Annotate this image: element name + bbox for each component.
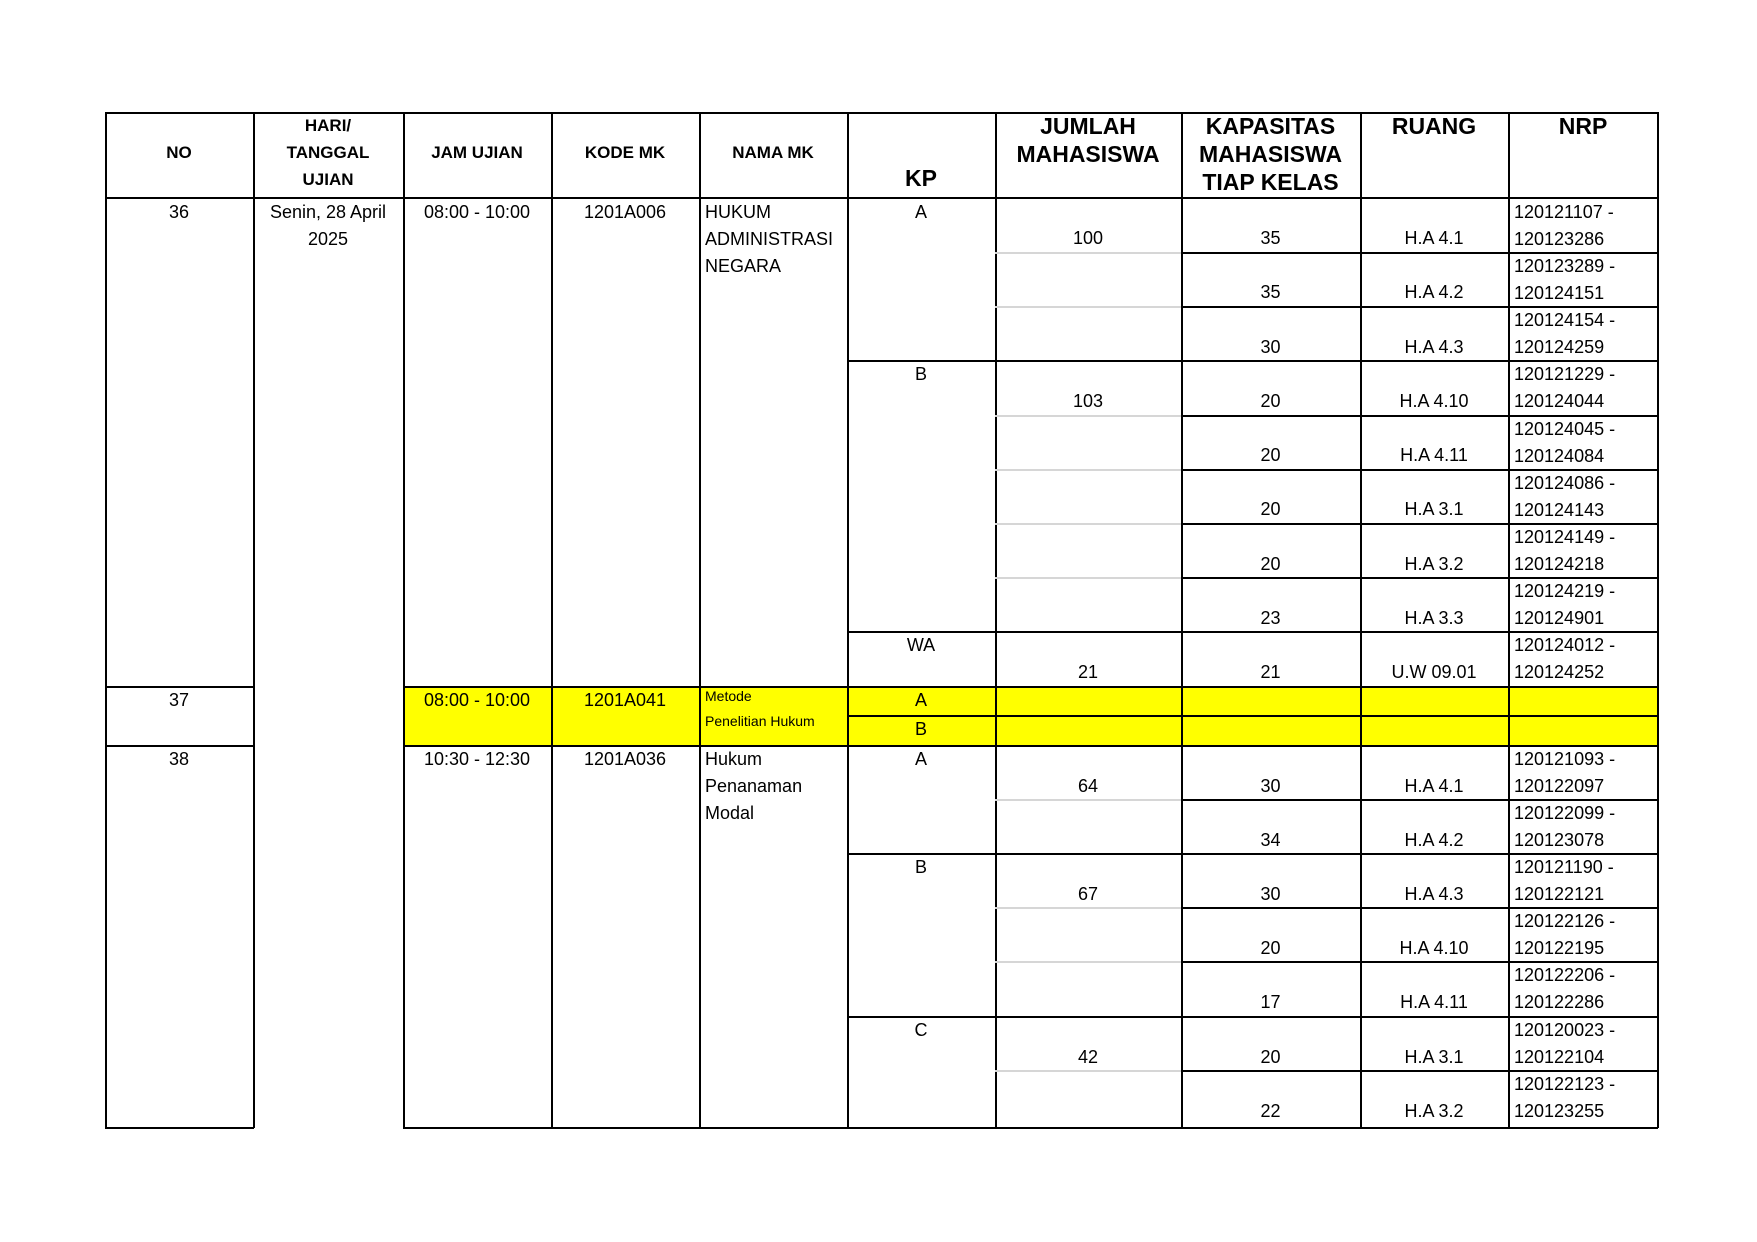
- exam-38-kp-c-jumlah: 42: [1077, 1047, 1099, 1067]
- exam-36-row-8-kap: 23: [1260, 608, 1281, 628]
- exam-day: Senin, 28 April 2025: [269, 202, 387, 249]
- header-jumlah-mahasiswa: JUMLAH MAHASISWA: [1016, 113, 1160, 167]
- exam-37-no: 37: [168, 690, 190, 710]
- exam-36-row-2-nrp: 120123289 - 120124151: [1514, 256, 1616, 303]
- header-nrp: NRP: [1558, 113, 1608, 139]
- header-jam-ujian: JAM UJIAN: [431, 143, 523, 162]
- grid-sep-37-38-rest: [403, 745, 1658, 747]
- grid-v-jumlah: [1181, 112, 1183, 1128]
- exam-37-kp-a: A: [914, 690, 927, 710]
- exam-38-kp-b-jumlah: 67: [1077, 884, 1099, 904]
- grid-v-right: [1657, 112, 1659, 1128]
- exam-36-row-4-kap: 20: [1260, 391, 1281, 411]
- grid-v-ruang: [1508, 112, 1510, 1128]
- exam-36-row-6-nrp: 120124086 - 120124143: [1514, 473, 1616, 520]
- exam-36-row-6-ruang: H.A 3.1: [1404, 499, 1464, 519]
- grid-36-r6-faint: [995, 523, 1181, 525]
- exam-36-row-1-ruang: H.A 4.1: [1404, 228, 1464, 248]
- exam-38-kode: 1201A036: [583, 749, 667, 769]
- exam-36-kp-b-jumlah: 103: [1072, 391, 1104, 411]
- exam-37-kp-b: B: [914, 719, 927, 739]
- exam-36-row-3-nrp: 120124154 - 120124259: [1514, 310, 1616, 357]
- grid-36-kp-bwa: [847, 631, 1658, 633]
- header-ruang: RUANG: [1391, 113, 1477, 139]
- grid-header-bottom: [105, 197, 1658, 199]
- grid-v-kapasitas: [1360, 112, 1362, 1128]
- exam-36-row-4-ruang: H.A 4.10: [1399, 391, 1469, 411]
- exam-36-row-7-nrp: 120124149 - 120124218: [1514, 527, 1616, 574]
- grid-36-r7-faint: [995, 577, 1181, 579]
- exam-36-row-3-ruang: H.A 4.3: [1404, 337, 1464, 357]
- exam-36-kp-wa: WA: [906, 635, 936, 655]
- exam-36-row-9-kap: 21: [1260, 662, 1281, 682]
- exam-38-kp-a-jumlah: 64: [1077, 776, 1099, 796]
- header-hari-tanggal: HARI/ TANGGAL UJIAN: [286, 116, 370, 189]
- exam-36-row-7-ruang: H.A 3.2: [1404, 554, 1464, 574]
- exam-36-row-4-nrp: 120121229 - 120124044: [1514, 364, 1616, 411]
- exam-38-row-7-nrp: 120122123 - 120123255: [1514, 1074, 1616, 1121]
- grid-37-kp-split: [847, 715, 1658, 717]
- exam-38-kp-a: A: [914, 749, 927, 769]
- exam-38-row-4-nrp: 120122126 - 120122195: [1514, 911, 1616, 958]
- exam-36-kp-wa-jumlah: 21: [1077, 662, 1099, 682]
- header-nama-mk: NAMA MK: [732, 143, 814, 162]
- grid-36-r2: [1181, 306, 1658, 308]
- exam-38-no: 38: [168, 749, 190, 769]
- exam-36-kode: 1201A006: [583, 202, 667, 222]
- header-kode-mk: KODE MK: [584, 143, 666, 162]
- exam-38-row-3-kap: 30: [1260, 884, 1281, 904]
- grid-38-kp-ab: [847, 853, 1658, 855]
- grid-38-kp-bc: [847, 1016, 1658, 1018]
- exam-38-row-5-ruang: H.A 4.11: [1400, 992, 1468, 1012]
- exam-38-row-6-kap: 20: [1260, 1047, 1281, 1067]
- exam-38-row-4-kap: 20: [1260, 938, 1281, 958]
- exam-36-kp-a: A: [914, 202, 927, 222]
- header-no: NO: [166, 143, 192, 162]
- grid-36-r7: [1181, 577, 1658, 579]
- grid-sep-36-37-rest: [403, 686, 1658, 688]
- exam-36-row-8-ruang: H.A 3.3: [1404, 608, 1464, 628]
- exam-38-nama: Hukum Penanaman Modal: [705, 749, 803, 823]
- header-kapasitas: KAPASITAS MAHASISWA TIAP KELAS: [1198, 113, 1343, 195]
- exam-38-row-2-ruang: H.A 4.2: [1404, 830, 1464, 850]
- exam-38-row-3-ruang: H.A 4.3: [1404, 884, 1464, 904]
- exam-36-jam: 08:00 - 10:00: [423, 202, 531, 222]
- header-kp: KP: [905, 165, 937, 191]
- exam-36-row-5-ruang: H.A 4.11: [1400, 445, 1468, 465]
- grid-v-left: [105, 112, 107, 1128]
- grid-38-r6: [1181, 1070, 1658, 1072]
- grid-sep-37-38-no: [105, 745, 254, 747]
- grid-v-no: [253, 112, 255, 1128]
- grid-36-r1-faint: [995, 252, 1181, 254]
- exam-38-row-5-nrp: 120122206 - 120122286: [1514, 965, 1616, 1012]
- exam-37-kode: 1201A041: [583, 690, 667, 710]
- exam-38-row-1-kap: 30: [1260, 776, 1281, 796]
- grid-36-r5-faint: [995, 469, 1181, 471]
- grid-38-r4-faint: [995, 961, 1181, 963]
- exam-36-row-1-kap: 35: [1260, 228, 1281, 248]
- grid-sep-36-37-no: [105, 686, 254, 688]
- exam-37-jam: 08:00 - 10:00: [423, 690, 531, 710]
- exam-36-row-1-nrp: 120121107 - 120123286: [1514, 202, 1614, 249]
- exam-36-row-5-kap: 20: [1260, 445, 1281, 465]
- exam-38-row-5-kap: 17: [1260, 992, 1281, 1012]
- exam-36-row-9-nrp: 120124012 - 120124252: [1514, 635, 1616, 682]
- grid-36-r6: [1181, 523, 1658, 525]
- exam-38-row-7-ruang: H.A 3.2: [1404, 1101, 1464, 1121]
- exam-38-jam: 10:30 - 12:30: [423, 749, 531, 769]
- exam-37-nama: Metode Penelitian Hukum: [705, 688, 815, 729]
- grid-38-r3-faint: [995, 907, 1181, 909]
- exam-38-row-2-kap: 34: [1260, 830, 1281, 850]
- exam-38-row-3-nrp: 120121190 - 120122121: [1514, 857, 1614, 904]
- grid-36-r4: [1181, 415, 1658, 417]
- exam-38-row-6-nrp: 120120023 - 120122104: [1514, 1020, 1616, 1067]
- grid-bottom-no: [105, 1127, 254, 1129]
- grid-38-r4: [1181, 961, 1658, 963]
- exam-38-kp-c: C: [914, 1020, 928, 1040]
- exam-36-row-9-ruang: U.W 09.01: [1391, 662, 1477, 682]
- exam-38-row-2-nrp: 120122099 - 120123078: [1514, 803, 1616, 850]
- grid-36-r1: [1181, 252, 1658, 254]
- grid-v-hari: [403, 112, 405, 1128]
- exam-36-row-7-kap: 20: [1260, 554, 1281, 574]
- grid-v-kode: [699, 112, 701, 1128]
- exam-36-row-5-nrp: 120124045 - 120124084: [1514, 419, 1616, 466]
- grid-v-jam: [551, 112, 553, 1128]
- grid-v-nama: [847, 112, 849, 1128]
- exam-36-row-6-kap: 20: [1260, 499, 1281, 519]
- exam-38-row-4-ruang: H.A 4.10: [1399, 938, 1469, 958]
- exam-38-row-6-ruang: H.A 3.1: [1404, 1047, 1464, 1067]
- exam-36-row-2-kap: 35: [1260, 282, 1281, 302]
- exam-36-no: 36: [168, 202, 190, 222]
- exam-schedule-table: [105, 112, 1658, 1128]
- exam-38-row-1-nrp: 120121093 - 120122097: [1514, 749, 1616, 796]
- exam-36-row-8-nrp: 120124219 - 120124901: [1514, 581, 1616, 628]
- exam-36-row-2-ruang: H.A 4.2: [1404, 282, 1464, 302]
- grid-36-kp-ab: [847, 360, 1658, 362]
- grid-38-r1: [1181, 799, 1658, 801]
- grid-38-r6-faint: [995, 1070, 1181, 1072]
- grid-38-r1-faint: [995, 799, 1181, 801]
- grid-top: [105, 112, 1658, 114]
- grid-38-r3: [1181, 907, 1658, 909]
- exam-36-kp-b: B: [914, 364, 927, 384]
- grid-36-r2-faint: [995, 306, 1181, 308]
- exam-36-kp-a-jumlah: 100: [1072, 228, 1104, 248]
- exam-36-nama: HUKUM ADMINISTRASI NEGARA: [705, 202, 834, 276]
- grid-v-kp: [995, 112, 997, 1128]
- exam-38-row-1-ruang: H.A 4.1: [1404, 776, 1464, 796]
- exam-38-kp-b: B: [914, 857, 927, 877]
- grid-36-r5: [1181, 469, 1658, 471]
- exam-38-row-7-kap: 22: [1260, 1101, 1281, 1121]
- grid-36-r4-faint: [995, 415, 1181, 417]
- exam-36-row-3-kap: 30: [1260, 337, 1281, 357]
- grid-bottom-rest: [403, 1127, 1658, 1129]
